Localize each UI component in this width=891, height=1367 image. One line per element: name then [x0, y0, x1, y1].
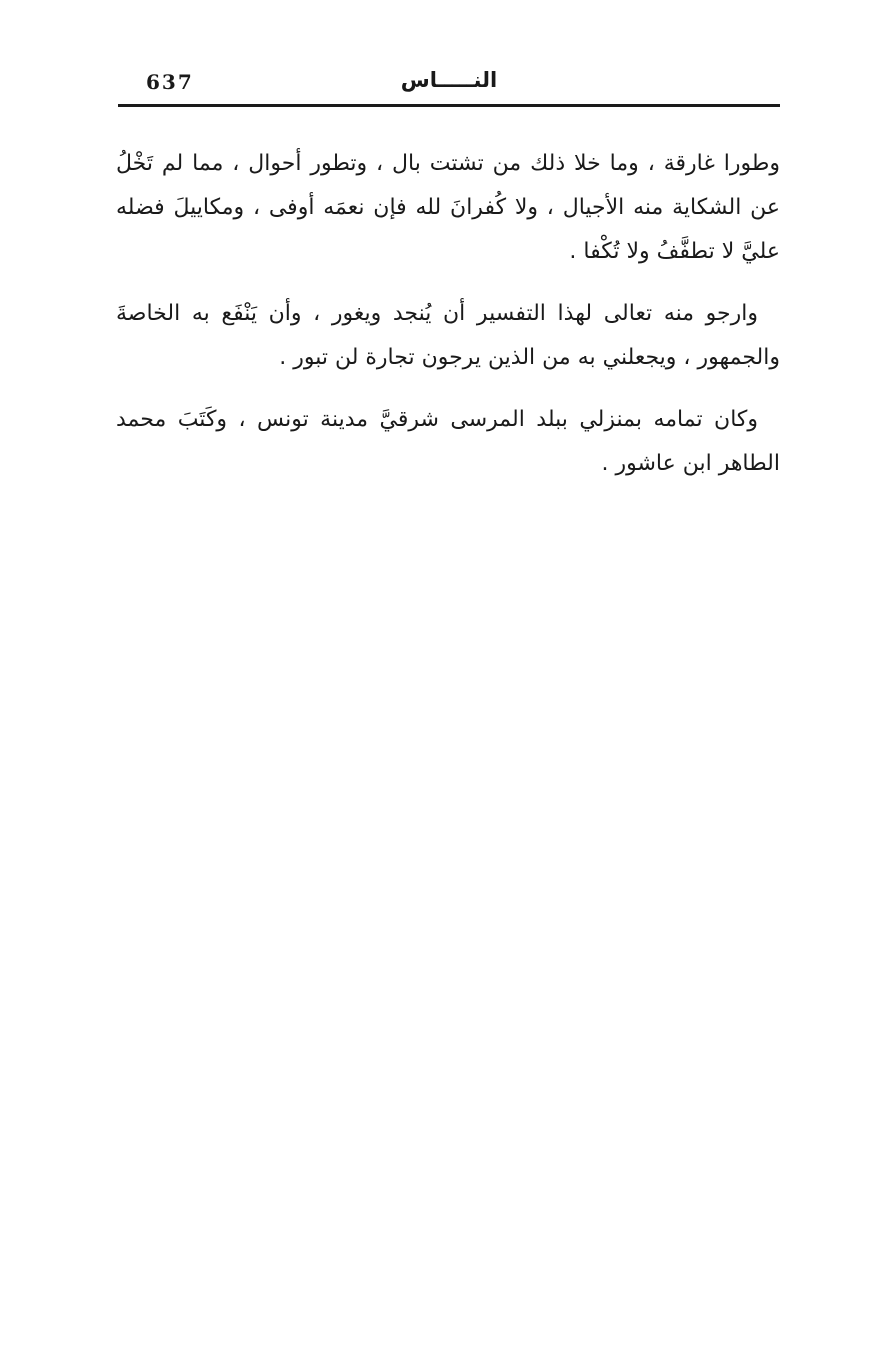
running-title: النـــــاس — [400, 68, 498, 92]
paragraph-3: وكان تمامه بمنزلي ببلد المرسى شرقيَّ مدينة تونس ، وكَتَبَ محمد الطاهر ابن عاشور . — [116, 407, 780, 476]
body-text — [116, 142, 780, 504]
page-header — [118, 66, 780, 100]
paragraph-1: وطورا غارقة ، وما خلا ذلك من تشتت بال ، وتطور أحوال ، مما لم تَخْلُ عن الشكاية منه الأجيال ، ولا كُفرانَ لله فإن نعمَه أوفى ، ومكاييلَ فضله عليَّ لا تطفَّفُ ولا تُكْفا . — [116, 151, 780, 264]
header-rule — [118, 104, 780, 107]
page-number: 637 — [146, 70, 194, 94]
paragraph-2: وارجو منه تعالى لهذا التفسير أن يُنجد ويغور ، وأن يَنْفَع به الخاصةَ والجمهور ، ويجعلني به من الذين يرجون تجارة لن تبور . — [116, 301, 780, 370]
